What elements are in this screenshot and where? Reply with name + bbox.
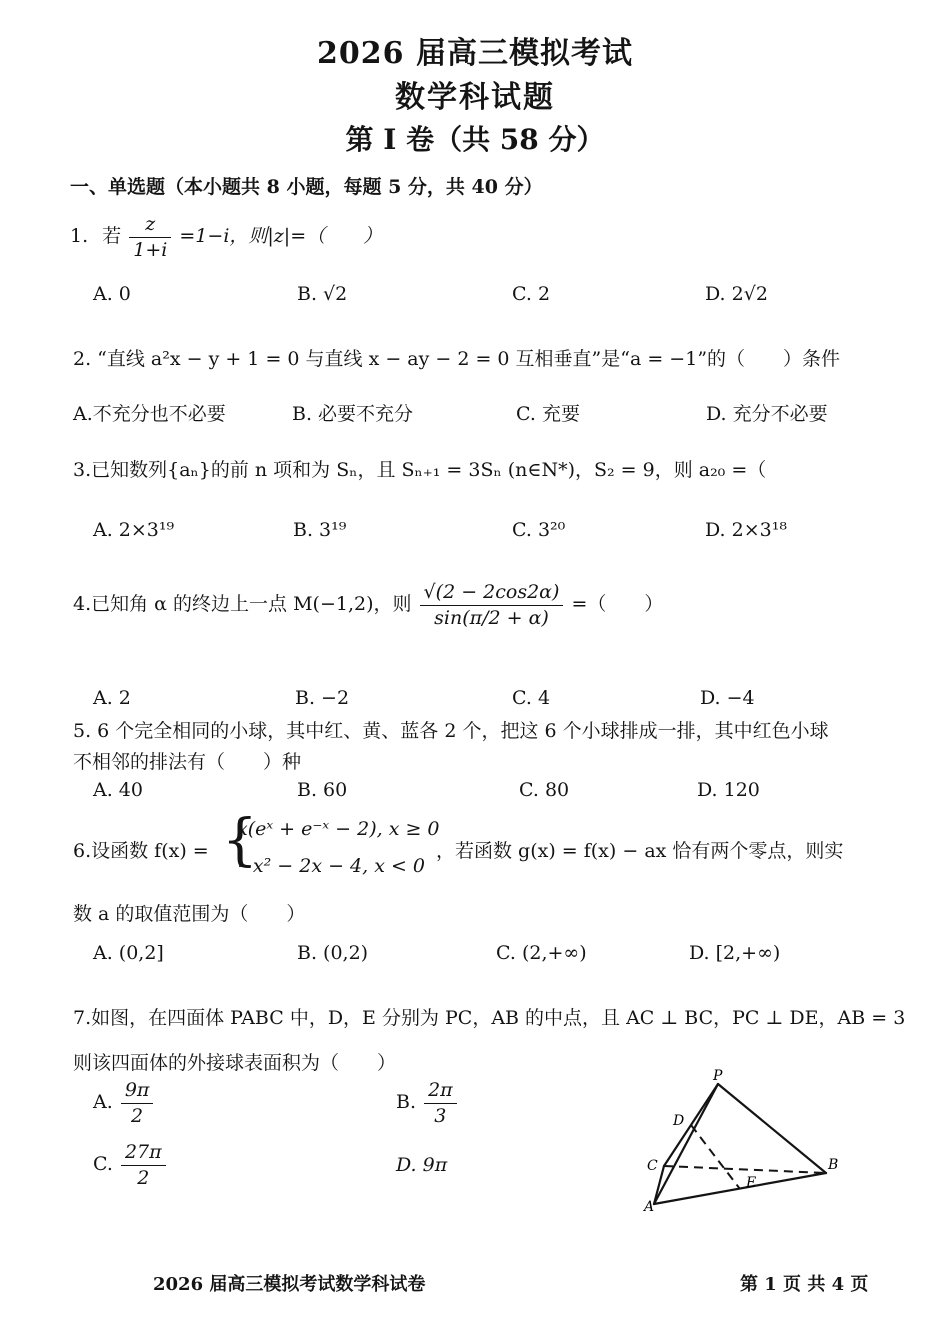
q3-option-a: A. 2×3¹⁹ [93, 519, 175, 541]
q7-option-c-label: C. [93, 1153, 113, 1176]
q7-option-a [93, 1078, 155, 1128]
q7-option-b [396, 1078, 459, 1128]
q1-option-d: D. 2√2 [705, 283, 768, 305]
q7-option-d: D. 9π [396, 1154, 448, 1176]
q1-fraction [129, 212, 171, 262]
q1-number: 1. [70, 225, 89, 248]
q3-option-c: C. 3²⁰ [512, 519, 566, 541]
q1-option-c: C. 2 [512, 283, 551, 305]
question-1 [70, 212, 382, 262]
question-7-line1: 7.如图，在四面体 PABC 中，D，E 分别为 PC，AB 的中点，且 AC ⊥ BC，PC ⊥ DE，AB = 3 [73, 1007, 906, 1029]
label-d: D [673, 1113, 685, 1129]
footer-exam-name: 2026 届高三模拟考试数学科试卷 [153, 1274, 426, 1295]
edge-pa [654, 1084, 718, 1204]
q7-option-a-fraction [121, 1078, 154, 1128]
q7-option-c-num: 27π [121, 1140, 166, 1166]
q4-option-a: A. 2 [93, 687, 131, 709]
edge-cb-hidden [664, 1166, 826, 1173]
part-title: 第 I 卷（共 58 分） [345, 123, 605, 156]
q7-option-a-label: A. [93, 1091, 113, 1114]
q6-option-a: A. (0,2] [93, 942, 164, 964]
q6-option-c: C. (2,+∞) [496, 942, 587, 964]
subject-title: 数学科试题 [395, 80, 555, 115]
q3-option-b: B. 3¹⁹ [293, 519, 347, 541]
q5-option-c: C. 80 [519, 779, 570, 801]
label-a: A [644, 1199, 655, 1212]
label-b: B [828, 1157, 839, 1173]
q1-option-b: B. √2 [297, 283, 348, 305]
q7-option-a-den: 2 [131, 1104, 144, 1127]
question-4 [73, 580, 663, 630]
q6-option-d: D. [2,+∞) [689, 942, 781, 964]
question-2: 2. “直线 a²x − y + 1 = 0 与直线 x − ay − 2 = 0 互相垂直”是“a = −1”的（ ）条件 [73, 348, 841, 370]
q7-option-c-fraction [121, 1140, 166, 1190]
edge-pb [718, 1084, 826, 1173]
q7-option-b-num: 2π [424, 1078, 457, 1104]
q4-option-c: C. 4 [512, 687, 551, 709]
q1-frac-num: z [129, 212, 171, 238]
section-heading: 一、单选题（本小题共 8 小题，每题 5 分，共 40 分） [70, 176, 543, 198]
q4-rest: =（ ） [571, 593, 664, 616]
q6-piecewise-brace: { [222, 808, 258, 873]
segment-de-hidden [691, 1125, 740, 1189]
tetrahedron-figure [636, 1062, 846, 1212]
q6-rest: ，若函数 g(x) = f(x) − ax 恰有两个零点，则实 [436, 840, 844, 862]
question-5-line2: 不相邻的排法有（ ）种 [73, 751, 302, 773]
q5-option-b: B. 60 [297, 779, 348, 801]
footer-page-number: 第 1 页 共 4 页 [740, 1274, 869, 1295]
q1-option-a: A. 0 [93, 283, 131, 305]
q7-option-b-label: B. [396, 1091, 417, 1114]
q7-option-c [93, 1140, 168, 1190]
q1-frac-den: 1+i [133, 238, 168, 261]
label-e: E [746, 1175, 757, 1191]
question-7-line2: 则该四面体的外接球表面积为（ ） [73, 1052, 397, 1074]
q2-option-c: C. 充要 [516, 403, 580, 425]
question-3: 3.已知数列{aₙ}的前 n 项和为 Sₙ，且 Sₙ₊₁ = 3Sₙ (n∈N*)，S₂ = 9，则 a₂₀ =（ [73, 459, 767, 481]
q4-option-b: B. −2 [295, 687, 350, 709]
q2-option-d: D. 充分不必要 [706, 403, 828, 425]
q6-prefix: 6.设函数 f(x) = [73, 840, 209, 862]
q4-frac-num: √(2 − 2cos2α) [420, 580, 564, 606]
q2-option-a: A.不充分也不必要 [73, 403, 226, 425]
q2-option-b: B. 必要不充分 [292, 403, 414, 425]
q7-option-b-fraction [424, 1078, 457, 1128]
q6-line2: 数 a 的取值范围为（ ） [73, 903, 306, 925]
q4-prefix: 4.已知角 α 的终边上一点 M(−1,2)，则 [73, 593, 412, 616]
q6-option-b: B. (0,2) [297, 942, 369, 964]
q7-option-a-num: 9π [121, 1078, 154, 1104]
label-p: P [713, 1068, 723, 1084]
q6-case-2: −x² − 2x − 4, x < 0 [237, 855, 426, 877]
question-5-line1: 5. 6 个完全相同的小球，其中红、黄、蓝各 2 个，把这 6 个小球排成一排，其中红色小球 [73, 720, 829, 742]
q1-prefix: 若 [102, 225, 122, 248]
exam-title: 2026 届高三模拟考试 [317, 36, 633, 71]
q7-option-c-den: 2 [137, 1166, 150, 1189]
q3-option-d: D. 2×3¹⁸ [705, 519, 787, 541]
q4-fraction [420, 580, 564, 630]
q5-option-d: D. 120 [697, 779, 760, 801]
q6-case-1: x(eˣ + e⁻ˣ − 2), x ≥ 0 [237, 818, 440, 840]
label-c: C [647, 1158, 658, 1174]
q4-option-d: D. −4 [700, 687, 755, 709]
q4-frac-den: sin(π/2 + α) [434, 606, 549, 629]
q5-option-a: A. 40 [93, 779, 143, 801]
q7-option-b-den: 3 [434, 1104, 447, 1127]
q1-rest: =1−i，则|z|=（ ） [179, 225, 383, 248]
